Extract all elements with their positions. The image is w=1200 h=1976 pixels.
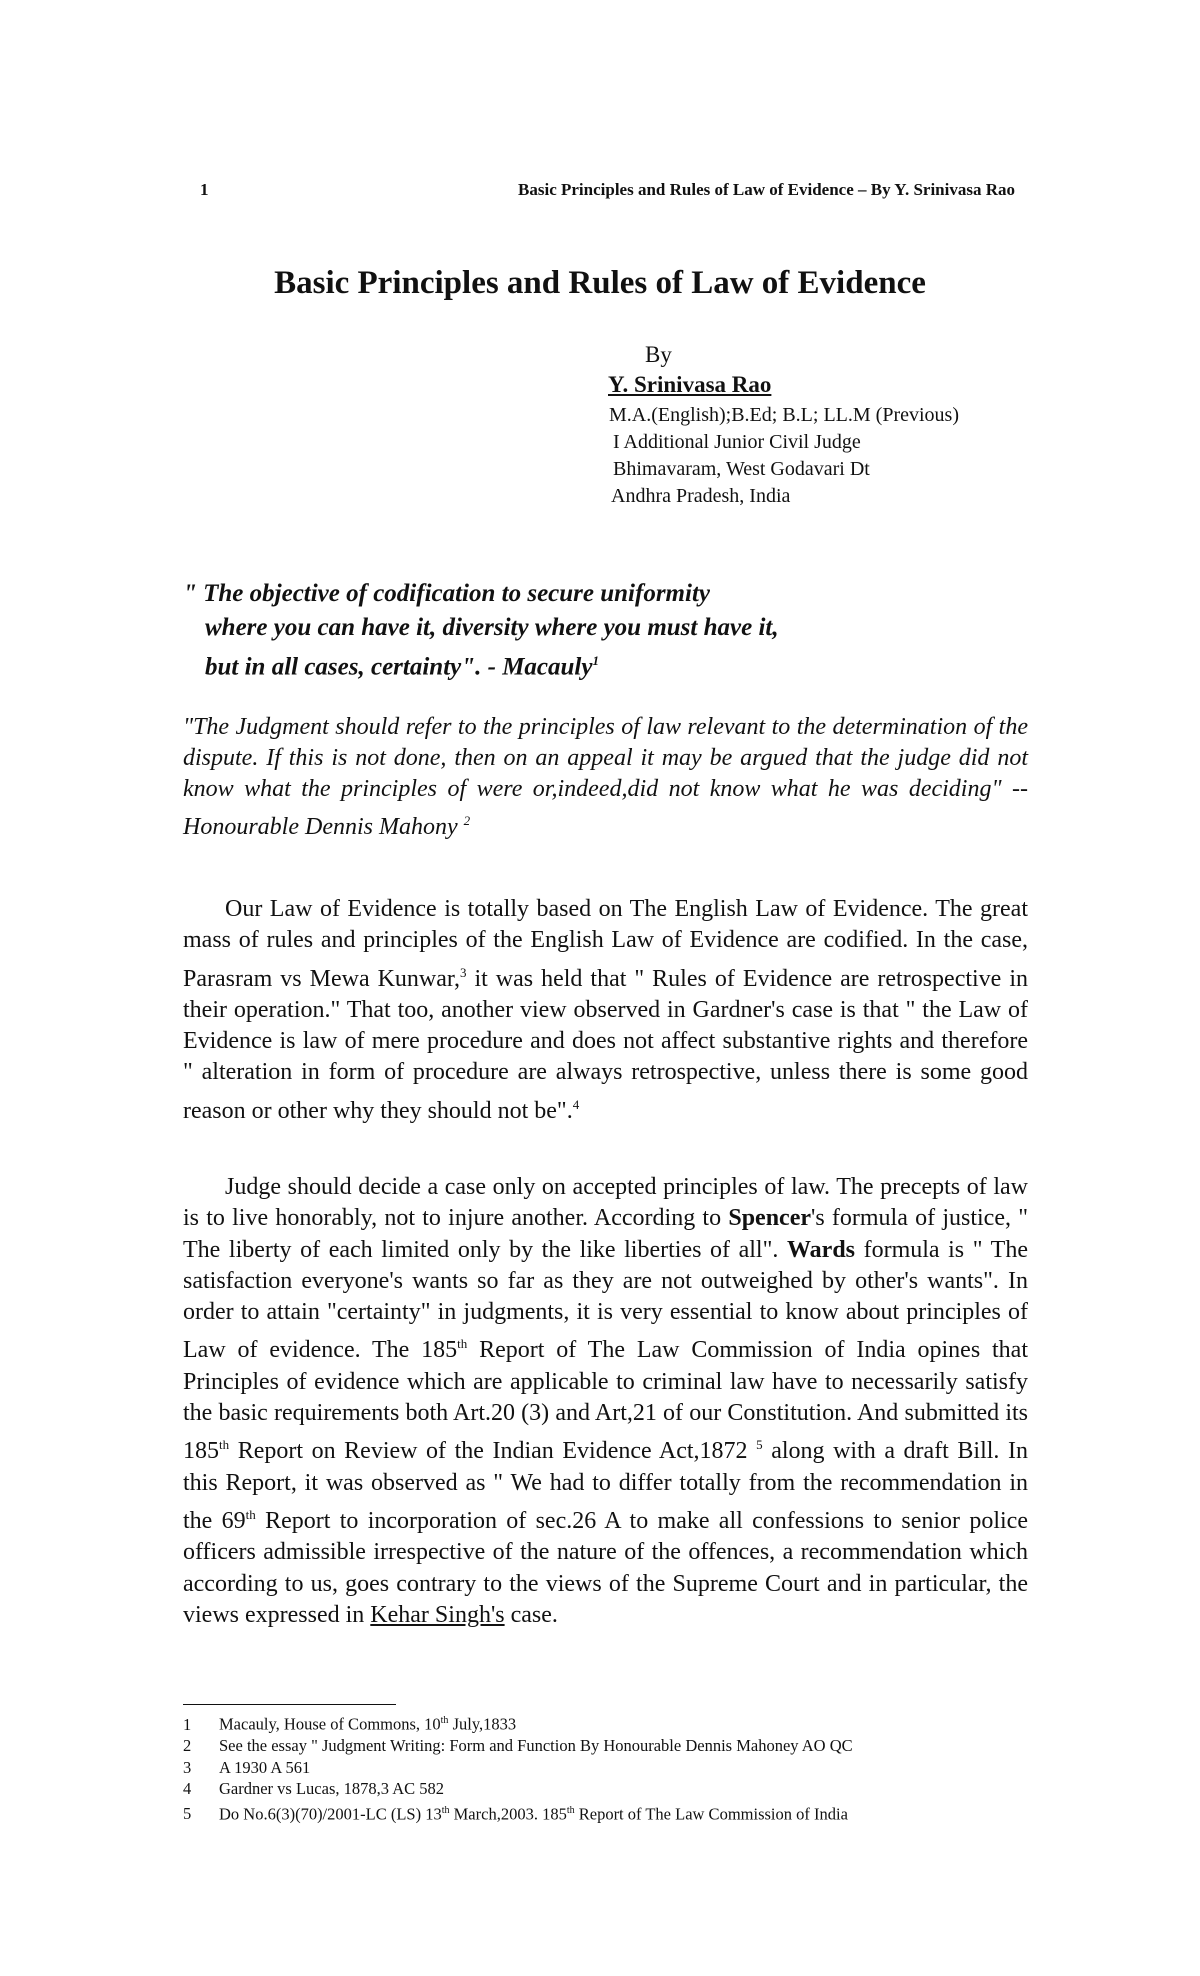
ordinal-suffix: th xyxy=(219,1437,230,1453)
wards-term: Wards xyxy=(786,1236,855,1263)
ordinal-suffix: th xyxy=(566,1804,575,1816)
para2-text-h: case. xyxy=(504,1601,558,1628)
footnote-text: Gardner vs Lucas, 1878,3 AC 582 xyxy=(219,1779,445,1799)
footnote-3 xyxy=(183,1757,1028,1779)
epigraph-line-1: " The objective of codification to secure uniformity xyxy=(183,580,710,607)
footnote-number: 2 xyxy=(183,1736,192,1756)
footnote-2 xyxy=(183,1735,1028,1757)
para2-text-f: along with a draft Bill. In this Report, it was observed as " We had to differ totally from the recommendation in the 69 xyxy=(183,1438,1028,1534)
running-title: Basic Principles and Rules of Law of Evidence – By Y. Srinivasa Rao xyxy=(518,180,1015,199)
judgment-quote xyxy=(183,712,1028,843)
ordinal-suffix: th xyxy=(245,1506,256,1522)
author-credential-position: I Additional Junior Civil Judge xyxy=(613,431,861,453)
footnote-number: 5 xyxy=(183,1804,192,1824)
author-credential-location: Bhimavaram, West Godavari Dt xyxy=(613,458,870,480)
footnote-ref-1: 1 xyxy=(592,653,599,668)
epigraph-line-2: where you can have it, diversity where you must have it, xyxy=(205,614,779,641)
para2-text-g: Report to incorporation of sec.26 A to make all confessions to senior police officers admissible irrespective of the nature of the offences, a recommendation which according to us, goes contrary to the views of the Supreme Court and in particular, the views expressed in xyxy=(183,1507,1028,1628)
epigraph-line-3-text: but in all cases, certainty". - Macauly xyxy=(205,653,593,681)
footnote-number: 4 xyxy=(183,1779,192,1799)
epigraph-line-3 xyxy=(205,653,599,681)
byline-by: By xyxy=(645,342,672,367)
footnote-separator xyxy=(183,1704,396,1705)
footnote-text: March,2003. 185 xyxy=(449,1804,567,1824)
spencer-term: Spencer xyxy=(728,1205,811,1232)
footnote-ref-5: 5 xyxy=(756,1437,763,1453)
footnote-5 xyxy=(183,1800,1028,1825)
body-paragraph-1 xyxy=(183,894,1028,1127)
para2-text-a: Judge should decide a case only on accepted principles of law. The precepts of law is to live honorably, not to injure another. According to xyxy=(183,1174,1028,1232)
body-paragraph-2 xyxy=(183,1172,1028,1631)
judgment-quote-text: "The Judgment should refer to the principles of law relevant to the determination of the dispute. If this is not done, then on an appeal it may be argued that the judge did not know what the principles of were or,indeed,did not know what he was deciding" -- Honourable Dennis Mahony xyxy=(183,714,1028,840)
footnote-text: Do No.6(3)(70)/2001-LC (LS) 13 xyxy=(219,1804,442,1824)
footnote-ref-4: 4 xyxy=(572,1096,580,1112)
document-title: Basic Principles and Rules of Law of Evidence xyxy=(274,265,926,301)
footnote-ref-3: 3 xyxy=(459,964,467,980)
author-credential-state: Andhra Pradesh, India xyxy=(611,485,791,507)
footnote-text: A 1930 A 561 xyxy=(219,1757,311,1777)
para2-text-d: Report of The Law Commission of India opines that Principles of evidence which are applicable to criminal law have to necessarily satisfy the basic requirements both Art.20 (3) and Art,21 of our Constitution. And submitted its 185 xyxy=(183,1337,1028,1465)
para2-text-c: formula is " The satisfaction everyone's wants so far as they are not outweighed by other's wants". In order to attain "certainty" in judgments, it is very essential to know about principles of Law of evidence. The 185 xyxy=(183,1236,1028,1364)
kehar-singh-case-link: Kehar Singh's xyxy=(370,1601,505,1628)
footnote-text: Report of The Law Commission of India xyxy=(574,1804,848,1824)
running-header xyxy=(200,180,1015,208)
footnote-ref-2: 2 xyxy=(463,813,471,828)
page-number: 1 xyxy=(200,180,209,199)
footnotes xyxy=(183,1710,1028,1825)
author-name: Y. Srinivasa Rao xyxy=(608,372,772,397)
footnote-number: 1 xyxy=(183,1714,192,1734)
para2-text-b: 's formula of justice, " The liberty of each limited only by the like liberties of all". xyxy=(183,1205,1029,1263)
para1-text-a: Our Law of Evidence is totally based on The English Law of Evidence. The great mass of rules and principles of the English Law of Evidence are codified. In the case, Parasram vs Mewa Kunwar, xyxy=(183,896,1028,992)
footnote-1 xyxy=(183,1710,1028,1735)
ordinal-suffix: th xyxy=(440,1715,449,1726)
ordinal-suffix: th xyxy=(457,1336,468,1352)
footnote-text: July,1833 xyxy=(448,1714,517,1734)
footnote-text: Macauly, House of Commons, 10 xyxy=(219,1714,441,1734)
footnote-4 xyxy=(183,1778,1028,1800)
para1-text-b: it was held that " Rules of Evidence are retrospective in their operation." That too, another view observed in Gardner's case is that " the Law of Evidence is law of mere procedure and does not affect substantive rights and therefore " alteration in form of procedure are always retrospective, unless there is some good reason or other why they should not be". xyxy=(183,965,1028,1124)
para2-text-e: Report on Review of the Indian Evidence Act,1872 xyxy=(229,1438,757,1465)
author-credential-degrees: M.A.(English);B.Ed; B.L; LL.M (Previous) xyxy=(609,404,959,426)
footnote-text: See the essay " Judgment Writing: Form and Function By Honourable Dennis Mahoney AO QC xyxy=(219,1736,853,1756)
footnote-number: 3 xyxy=(183,1757,192,1777)
ordinal-suffix: th xyxy=(441,1804,450,1816)
